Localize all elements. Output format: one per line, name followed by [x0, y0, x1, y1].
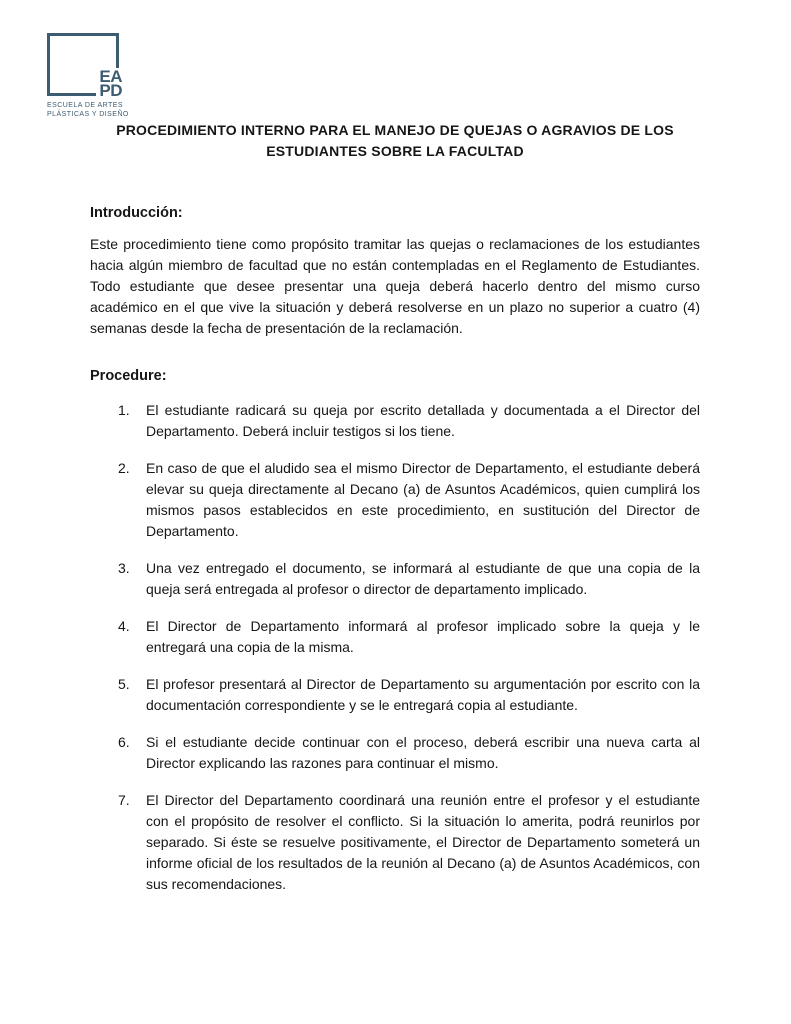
- logo-caption-line2: PLÁSTICAS Y DISEÑO: [47, 110, 129, 118]
- intro-paragraph: Este procedimiento tiene como propósito tramitar las quejas o reclamaciones de los estudiantes hacia algún miembro de facultad que no están contempladas en el Reglamento de Estudiantes. Todo estudiante que desee presentar una queja deberá hacerlo dentro del mismo curso académico en el que vive la situación y deberá resolverse en un plazo no superior a cuatro (4) semanas desde la fecha de presentación de la reclamación.: [90, 236, 700, 336]
- list-item-text: El estudiante radicará su queja por escrito detallada y documentada a el Director del Departamento. Deberá incluir testigos si los tiene.: [146, 402, 700, 439]
- logo-caption: [47, 102, 129, 119]
- logo-square-icon: [47, 33, 122, 100]
- procedure-step-4: [90, 616, 700, 658]
- eapd-logo: [47, 33, 129, 119]
- list-item-text: El Director del Departamento coordinará una reunión entre el profesor y el estudiante con el propósito de resolver el conflicto. Si la situación lo amerita, podrá reunirlos por separado. Si éste se resuelve positivamente, el Director de Departamento someterá un informe oficial de los resultados de la reunión al Decano (a) de Asuntos Académicos, con sus recomendaciones.: [146, 792, 700, 892]
- procedure-list: [90, 400, 700, 895]
- list-item-number: 7.: [118, 792, 130, 808]
- procedure-step-1: [90, 400, 700, 442]
- logo-acronym-line1: EA: [99, 67, 122, 86]
- list-item-text: Una vez entregado el documento, se informará al estudiante de que una copia de la queja será entregada al profesor o director de departamento implicado.: [146, 560, 700, 597]
- logo-caption-line1: ESCUELA DE ARTES: [47, 102, 123, 109]
- list-item-number: 3.: [118, 560, 130, 576]
- procedure-step-3: [90, 558, 700, 600]
- logo-acronym-line2: PD: [99, 81, 122, 100]
- list-item-number: 4.: [118, 618, 130, 634]
- list-item-number: 1.: [118, 402, 130, 418]
- procedure-step-2: [90, 458, 700, 542]
- procedure-step-7: [90, 790, 700, 895]
- list-item-text: Si el estudiante decide continuar con el proceso, deberá escribir una nueva carta al Director explicando las razones para continuar el mismo.: [146, 734, 700, 771]
- procedure-heading: Procedure:: [90, 368, 167, 384]
- document-title: PROCEDIMIENTO INTERNO PARA EL MANEJO DE QUEJAS O AGRAVIOS DE LOS ESTUDIANTES SOBRE LA FACULTAD: [116, 122, 674, 159]
- logo-acronym: [96, 68, 122, 98]
- list-item-number: 6.: [118, 734, 130, 750]
- procedure-step-5: [90, 674, 700, 716]
- intro-heading: Introducción:: [90, 205, 183, 221]
- procedure-step-6: [90, 732, 700, 774]
- list-item-text: El profesor presentará al Director de Departamento su argumentación por escrito con la documentación correspondiente y se le entregará copia al estudiante.: [146, 676, 700, 713]
- list-item-text: El Director de Departamento informará al profesor implicado sobre la queja y le entregará una copia de la misma.: [146, 618, 700, 655]
- list-item-number: 2.: [118, 460, 130, 476]
- list-item-number: 5.: [118, 676, 130, 692]
- list-item-text: En caso de que el aludido sea el mismo Director de Departamento, el estudiante deberá elevar su queja directamente al Decano (a) de Asuntos Académicos, quien cumplirá los mismos pasos establecidos en este procedimiento, en sustitución del Director de Departamento.: [146, 460, 700, 539]
